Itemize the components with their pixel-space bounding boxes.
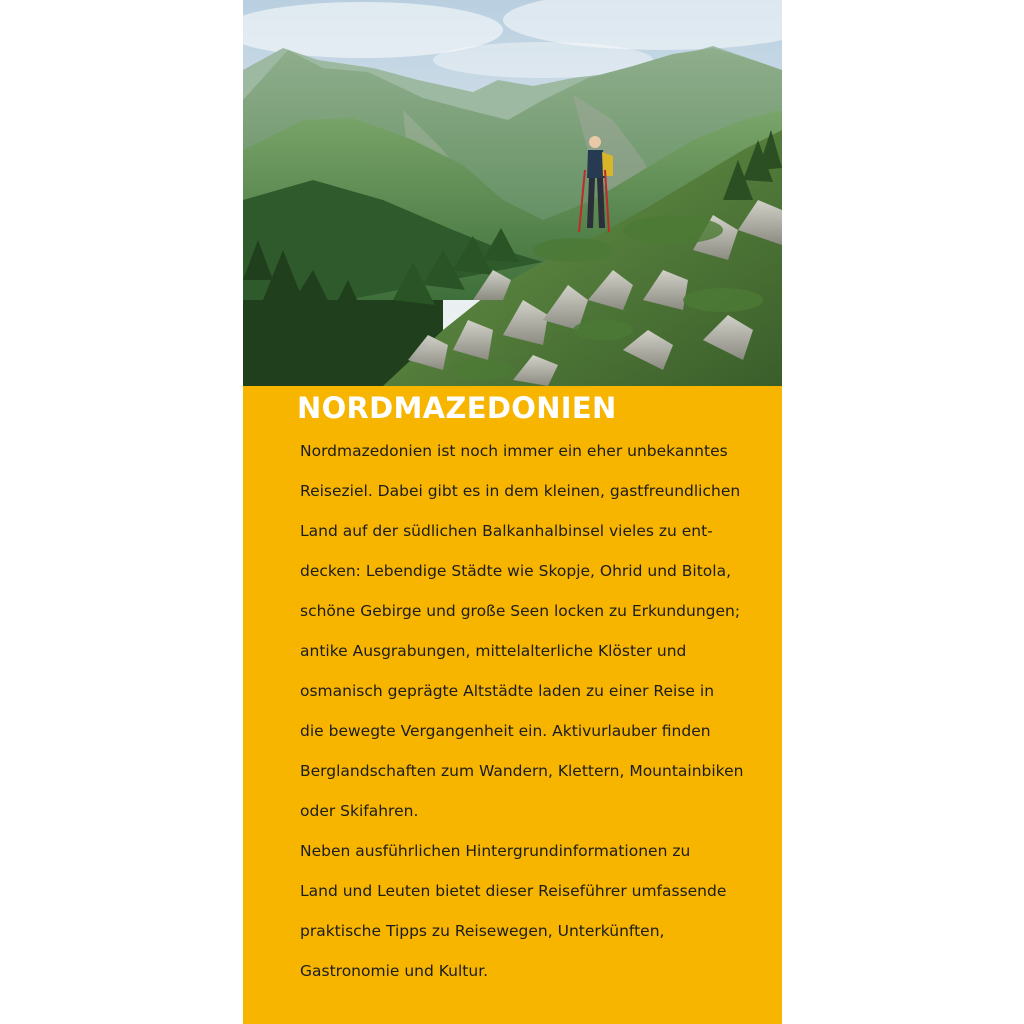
text-line: decken: Lebendige Städte wie Skopje, Ohrid und Bitola, (300, 562, 732, 580)
text-line: Nordmazedonien ist noch immer ein eher unbekanntes (300, 442, 728, 460)
text-line: oder Skifahren. (300, 802, 419, 820)
cover-photo (243, 0, 782, 386)
text-line: praktische Tipps zu Reisewegen, Unterkünften, (300, 922, 665, 940)
text-line: Gastronomie und Kultur. (300, 962, 489, 980)
text-line: Neben ausführlichen Hintergrundinformationen zu (300, 842, 691, 860)
description-text (300, 433, 775, 993)
text-line: Reiseziel. Dabei gibt es in dem kleinen, gastfreundlichen (300, 482, 741, 500)
text-line: Berglandschaften zum Wandern, Klettern, Mountainbiken (300, 762, 744, 780)
text-line: schöne Gebirge und große Seen locken zu Erkundungen; (300, 602, 741, 620)
text-line: die bewegte Vergangenheit ein. Aktivurlauber finden (300, 722, 711, 740)
mountain-hiker-photo (243, 0, 782, 386)
text-line: antike Ausgrabungen, mittelalterliche Klöster und (300, 642, 687, 660)
book-back-cover (243, 0, 782, 1024)
text-line: osmanisch geprägte Altstädte laden zu einer Reise in (300, 682, 715, 700)
book-title: NORDMAZEDONIEN (297, 391, 617, 425)
text-line: Land auf der südlichen Balkanhalbinsel vieles zu ent- (300, 522, 713, 540)
text-line: Land und Leuten bietet dieser Reiseführer umfassende (300, 882, 727, 900)
